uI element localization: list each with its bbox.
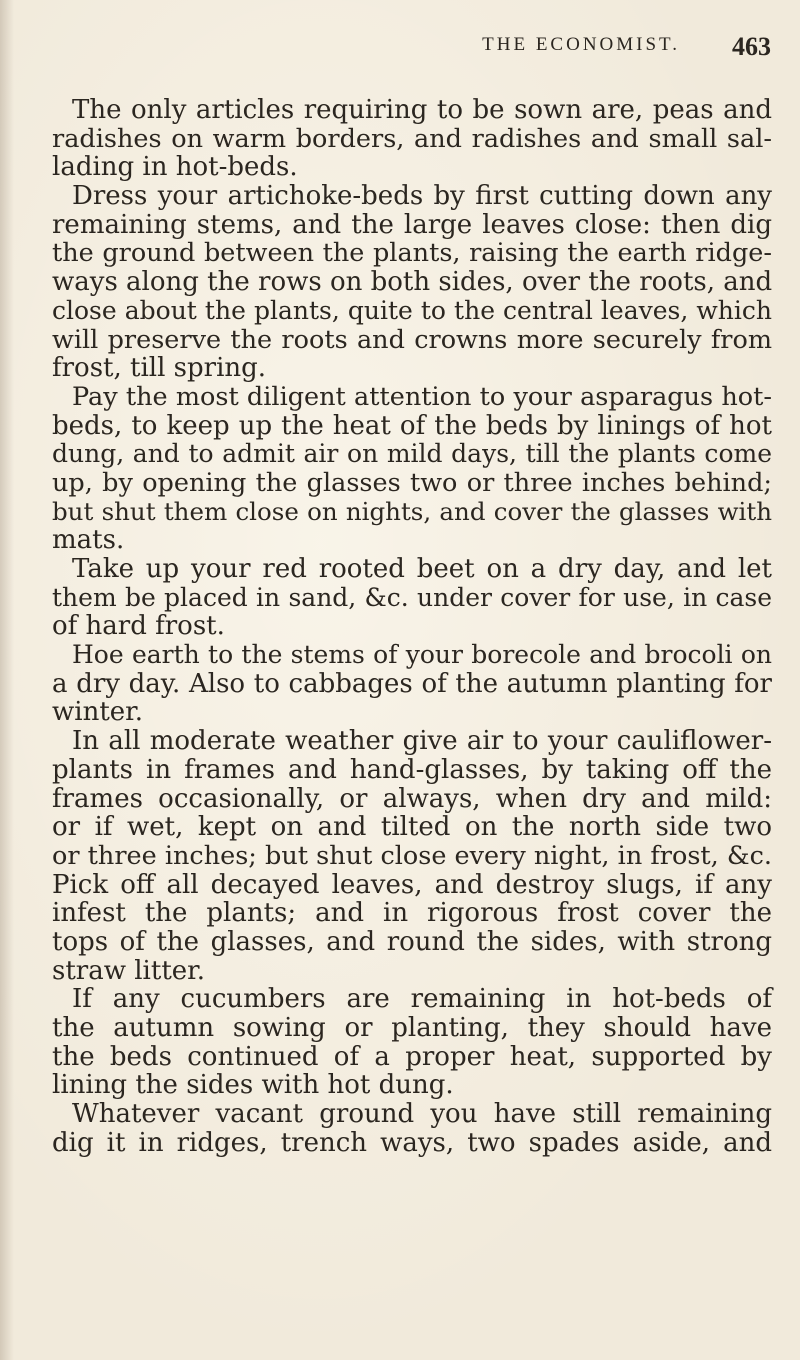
text-line: radishes on warm borders, and radishes and small sal- (52, 123, 772, 154)
text-line: a dry day. Also to cabbages of the autumn planting for (52, 668, 772, 699)
binding-shadow (0, 0, 14, 1360)
text-line: lading in hot-beds. (52, 152, 298, 183)
text-line: frost, till spring. (52, 353, 267, 384)
text-line: of hard frost. (52, 611, 225, 642)
text-line: Dress your artichoke-beds by first cutting down any (72, 181, 772, 212)
text-line: The only articles requiring to be sown are, peas and (72, 95, 772, 125)
text-line: Whatever vacant ground you have still remaining (72, 1099, 772, 1130)
text-line: close about the plants, quite to the central leaves, which (52, 295, 772, 325)
text-line: beds, to keep up the heat of the beds by linings of hot (52, 410, 772, 441)
text-line: ways along the rows on both sides, over the roots, and (52, 267, 773, 298)
text-line: winter. (52, 697, 143, 728)
text-line: up, by opening the glasses two or three inches behind; (52, 467, 772, 498)
text-line: will preserve the roots and crowns more securely from (52, 324, 772, 355)
text-line: lining the sides with hot dung. (52, 1070, 454, 1101)
text-line: Pay the most diligent attention to your asparagus hot- (72, 381, 772, 412)
text-line: but shut them close on nights, and cover the glasses with (52, 496, 772, 526)
text-line: remaining stems, and the large leaves close: then dig (52, 209, 772, 240)
text-line: Pick off all decayed leaves, and destroy slugs, if any (52, 869, 772, 900)
text-line: plants in frames and hand-glasses, by taking off the (52, 754, 772, 785)
body-text (52, 96, 772, 1157)
text-line: dig it in ridges, trench ways, two spades aside, and (52, 1127, 772, 1158)
text-line: straw litter. (52, 955, 205, 986)
text-line: If any cucumbers are remaining in hot-beds of (72, 984, 772, 1015)
text-line: infest the plants; and in rigorous frost cover the (52, 898, 772, 929)
text-line: them be placed in sand, &c. under cover for use, in case (52, 582, 772, 612)
running-head: THE ECONOMIST. (482, 34, 680, 55)
text-line: Take up your red rooted beet on a dry day, and let (72, 554, 772, 584)
text-line: the ground between the plants, raising the earth ridge- (52, 238, 772, 269)
text-line: dung, and to admit air on mild days, till the plants come (52, 439, 772, 469)
text-line: tops of the glasses, and round the sides, with strong (52, 926, 772, 957)
text-line: frames occasionally, or always, when dry and mild: (52, 783, 772, 814)
text-line: Hoe earth to the stems of your borecole and brocoli on (72, 640, 772, 670)
text-line: In all moderate weather give air to your cauliflower- (72, 726, 772, 757)
text-line: mats. (52, 525, 125, 556)
text-line: or three inches; but shut close every night, in frost, &c. (52, 840, 772, 871)
page-header (0, 30, 800, 70)
text-line: the beds continued of a proper heat, supported by (52, 1041, 772, 1072)
text-line: the autumn sowing or planting, they should have (52, 1013, 772, 1043)
text-line: or if wet, kept on and tilted on the north side two (52, 812, 772, 843)
page-number: 463 (732, 32, 771, 61)
